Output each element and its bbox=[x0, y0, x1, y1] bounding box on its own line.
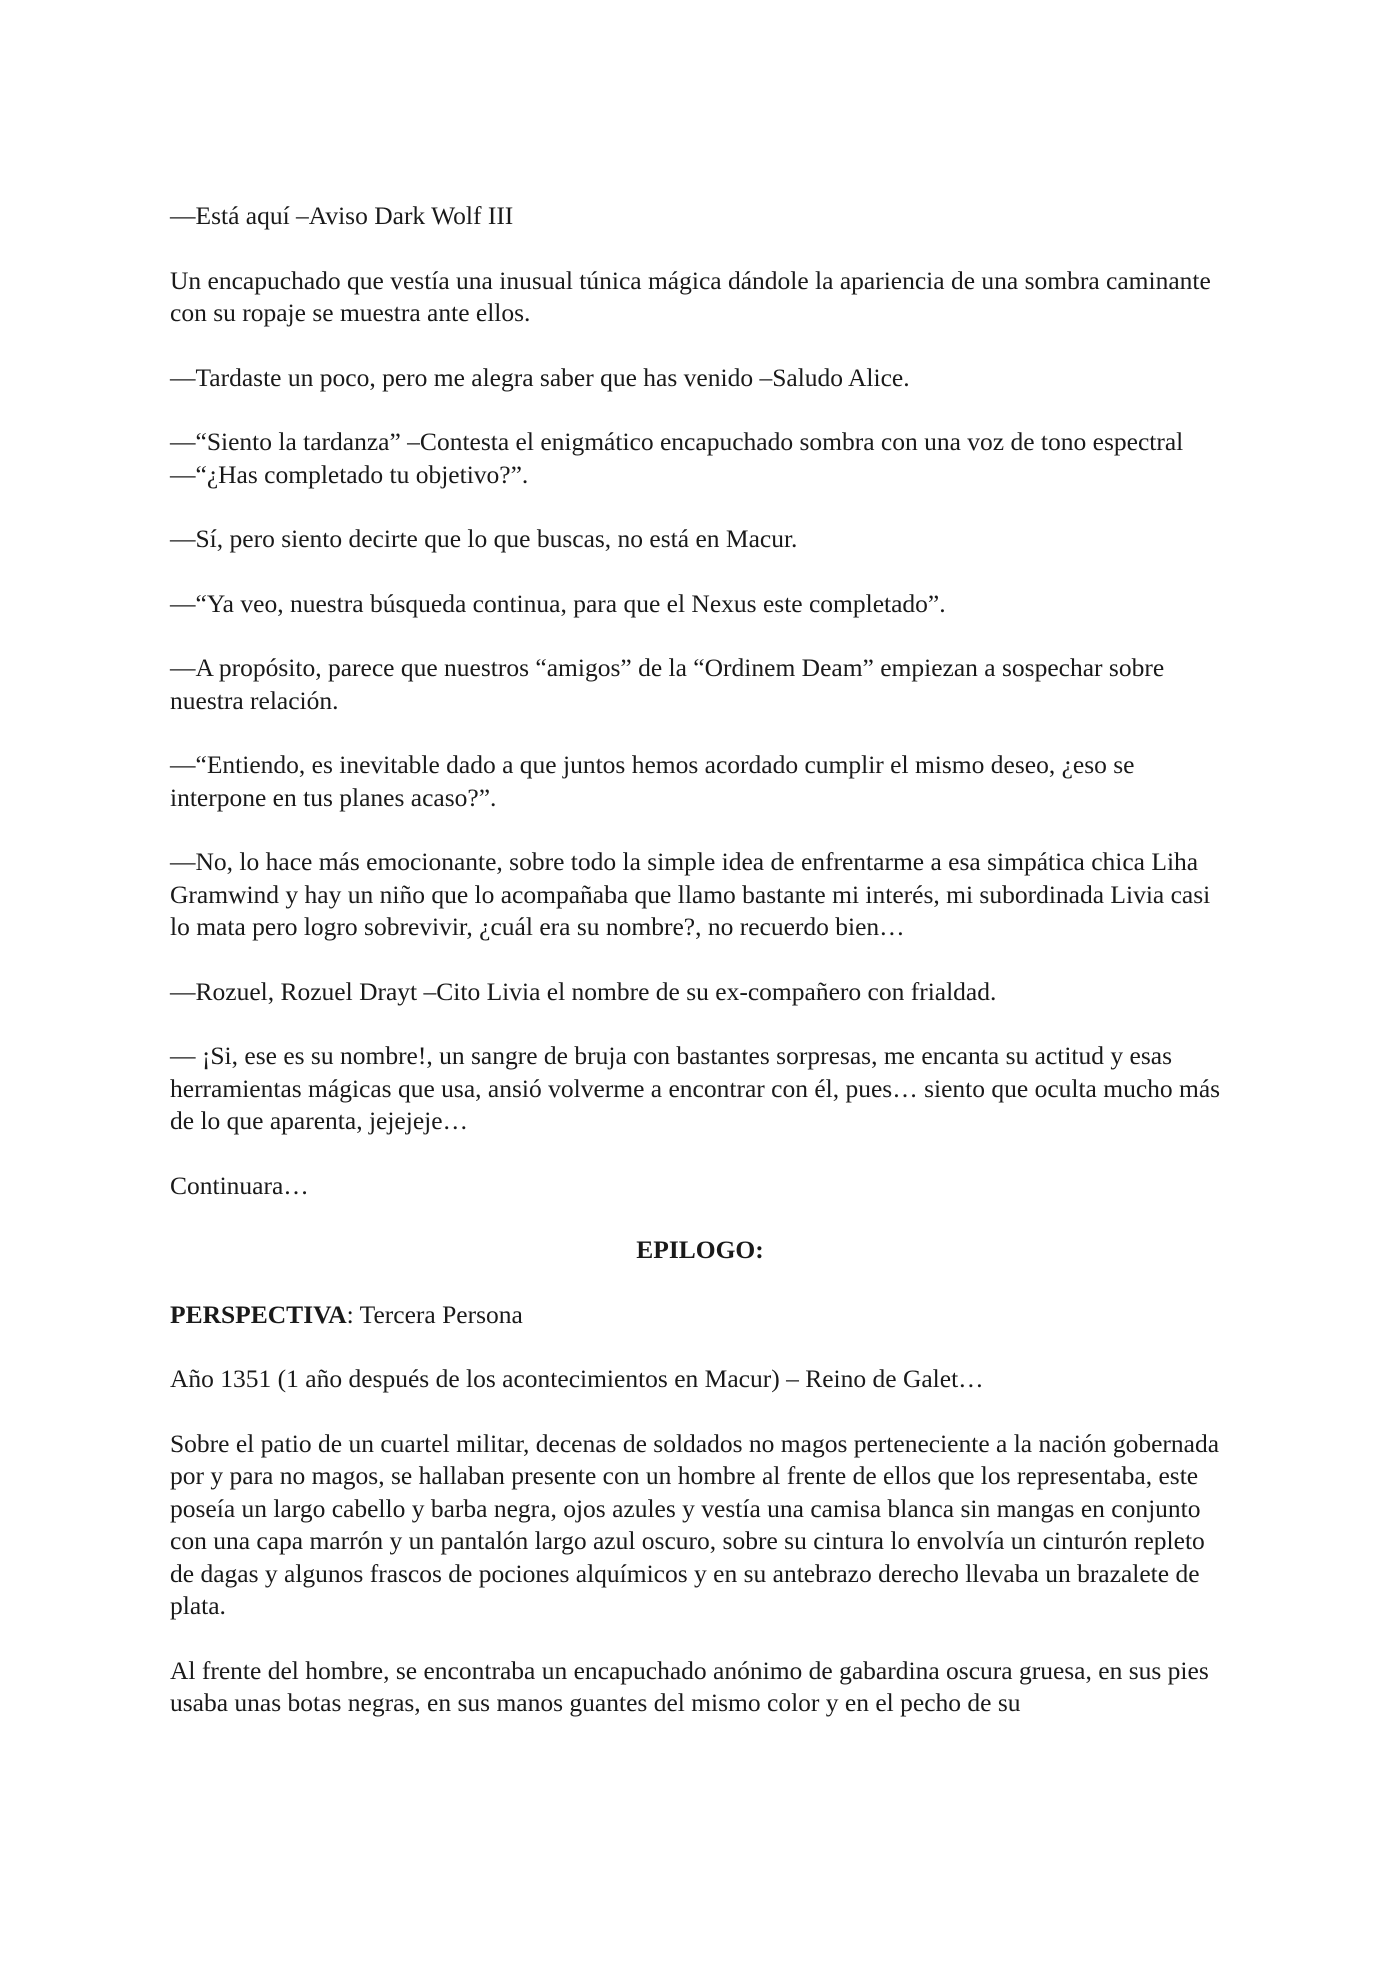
paragraph: —“Siento la tardanza” –Contesta el enigmático encapuchado sombra con una voz de tono espectral —“¿Has completado tu objetivo?”. bbox=[170, 427, 1184, 489]
paragraph: —Sí, pero siento decirte que lo que buscas, no está en Macur. bbox=[170, 524, 798, 553]
paragraph: —A propósito, parece que nuestros “amigos” de la “Ordinem Deam” empiezan a sospechar sobre nuestra relación. bbox=[170, 653, 1165, 715]
continuara-text: Continuara… bbox=[170, 1170, 309, 1200]
paragraph: —“Entiendo, es inevitable dado a que juntos hemos acordado cumplir el mismo deseo, ¿eso se interpone en tus planes acaso?”. bbox=[170, 750, 1135, 812]
paragraph: Al frente del hombre, se encontraba un encapuchado anónimo de gabardina oscura gruesa, en sus pies usaba unas botas negras, en sus manos guantes del mismo color y en el pecho de su bbox=[170, 1655, 1209, 1717]
paragraph: —Tardaste un poco, pero me alegra saber que has venido –Saludo Alice. bbox=[170, 362, 910, 392]
paragraph: Año 1351 (1 año después de los acontecimientos en Macur) – Reino de Galet… bbox=[170, 1364, 984, 1393]
paragraph: —Está aquí –Aviso Dark Wolf III bbox=[170, 201, 514, 230]
perspective-value: : Tercera Persona bbox=[346, 1299, 523, 1329]
paragraph: —Rozuel, Rozuel Drayt –Cito Livia el nombre de su ex-compañero con frialdad. bbox=[170, 976, 997, 1006]
paragraph: —“Ya veo, nuestra búsqueda continua, para que el Nexus este completado”. bbox=[170, 588, 946, 618]
epilogue-heading: EPILOGO: bbox=[636, 1235, 764, 1264]
perspective-label: PERSPECTIVA bbox=[170, 1299, 347, 1329]
paragraph: Un encapuchado que vestía una inusual túnica mágica dándole la apariencia de una sombra caminante con su ropaje se muestra ante ellos. bbox=[170, 265, 1211, 327]
paragraph: —No, lo hace más emocionante, sobre todo la simple idea de enfrentarme a esa simpática chica Liha Gramwind y hay un niño que lo acompañaba que llamo bastante mi interés, mi subordinada Livia casi lo mata pero logro sobrevivir, ¿cuál era su nombre?, no recuerdo bien… bbox=[170, 847, 1211, 941]
document-page bbox=[170, 200, 1230, 1752]
paragraph: — ¡Si, ese es su nombre!, un sangre de bruja con bastantes sorpresas, me encanta su actitud y esas herramientas mágicas que usa, ansió volverme a encontrar con él, pues… siento que oculta mucho más de lo que aparenta, jejejeje… bbox=[170, 1041, 1221, 1135]
perspective-line bbox=[170, 1299, 1230, 1332]
paragraph: Sobre el patio de un cuartel militar, decenas de soldados no magos perteneciente a la nación gobernada por y para no magos, se hallaban presente con un hombre al frente de ellos que los representaba, este poseía un largo cabello y barba negra, ojos azules y vestía una camisa blanca sin mangas en conjunto con una capa marrón y un pantalón largo azul oscuro, sobre su cintura lo envolvía un cinturón repleto de dagas y algunos frascos de pociones alquímicos y en su antebrazo derecho llevaba un brazalete de plata. bbox=[170, 1428, 1220, 1620]
